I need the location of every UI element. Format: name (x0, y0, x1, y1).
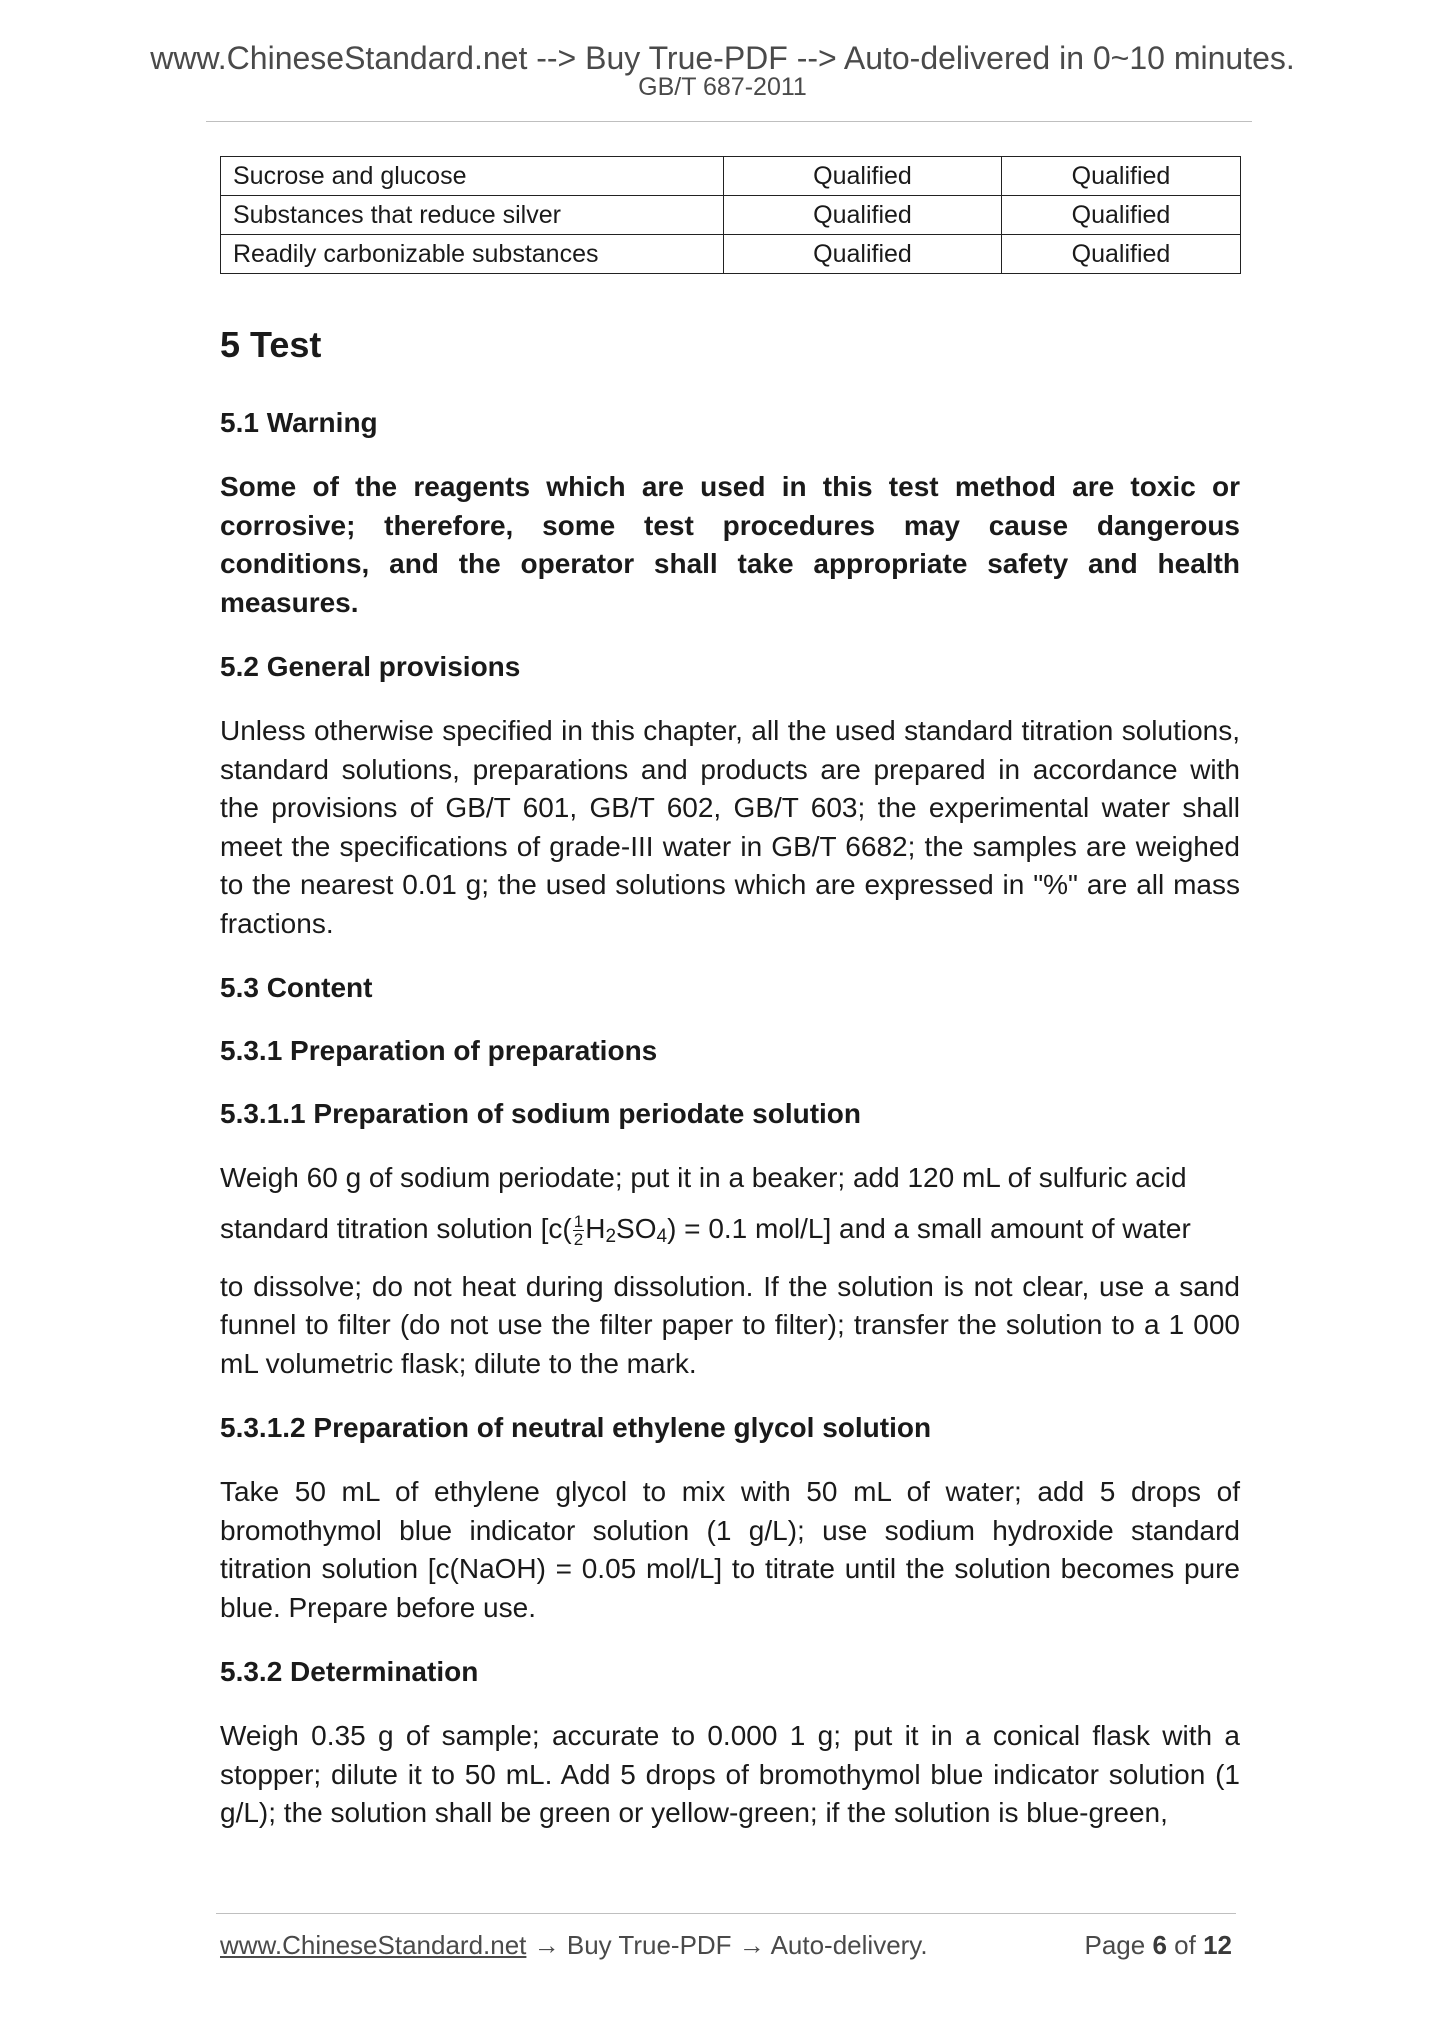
page-footer (220, 1927, 1232, 1963)
table-row (221, 157, 1241, 196)
footer-link[interactable]: www.ChineseStandard.net (220, 1930, 527, 1960)
table-cell-item: Substances that reduce silver (221, 196, 724, 235)
table-cell-result: Qualified (1002, 157, 1241, 196)
header-divider (206, 121, 1252, 122)
formula-h-subscript: 2 (605, 1225, 617, 1247)
footer-tail: → Buy True-PDF → Auto-delivery. (526, 1930, 928, 1960)
section-title-content: 5.3 Content (220, 972, 373, 1003)
document-code: GB/T 687-2011 (638, 73, 807, 101)
page-content (220, 156, 1240, 1833)
formula-so: SO (616, 1212, 657, 1244)
general-provisions-text: Unless otherwise specified in this chapter, all the used standard titration solutions, standard solutions, preparations and products are prepared in accordance with the provisions of GB/T 601, GB/T 602, GB/T 603; the experimental water shall meet the specifications of grade-III water in GB/T 6682; the samples are weighed to the nearest 0.01 g; the used solutions which are expressed in "%" are all mass fractions. (220, 715, 1240, 939)
footer-promo (220, 1927, 928, 1963)
chapter-title: 5 Test (220, 324, 322, 365)
periodate-text-rest: to dissolve; do not heat during dissolution. If the solution is not clear, use a sand funnel to filter (do not use the filter paper to filter); transfer the solution to a 1 000 mL volumetric flask; dilute to the mark. (220, 1270, 1240, 1379)
fraction-denominator: 2 (573, 1229, 584, 1249)
formula-suffix: ) = 0.1 mol/L] and a small amount of water (667, 1212, 1191, 1244)
determination-text: Weigh 0.35 g of sample; accurate to 0.000 1 g; put it in a conical flask with a stopper; dilute it to 50 mL. Add 5 drops of bromothymol blue indicator solution (1 g/L); the solution shall be green or yellow-green; if the solution is blue-green, (220, 1720, 1240, 1828)
section-title-warning: 5.1 Warning (220, 407, 378, 438)
table-cell-item: Readily carbonizable substances (221, 235, 724, 274)
qualification-table (220, 156, 1241, 274)
subsection-title-determination: 5.3.2 Determination (220, 1656, 479, 1687)
footer-divider (216, 1913, 1236, 1914)
table-cell-result: Qualified (1002, 235, 1241, 274)
table-cell-result: Qualified (1002, 196, 1241, 235)
table-row (221, 235, 1241, 274)
page-label: Page (1084, 1930, 1146, 1960)
periodate-text-line1: Weigh 60 g of sodium periodate; put it in a beaker; add 120 mL of sulfuric acid (220, 1162, 1187, 1193)
fraction-one-half (573, 1213, 584, 1248)
header-banner: www.ChineseStandard.net --> Buy True-PDF --> Auto-delivered in 0~10 minutes. (150, 40, 1295, 76)
subsection-title-ethylene-glycol: 5.3.1.2 Preparation of neutral ethylene glycol solution (220, 1412, 932, 1443)
formula-prefix: standard titration solution [c( (220, 1212, 572, 1244)
total-pages: 12 (1203, 1930, 1232, 1960)
warning-text: Some of the reagents which are used in this test method are toxic or corrosive; therefore, some test procedures may cause dangerous conditions, and the operator shall take appropriate safety and health measures. (220, 471, 1240, 618)
periodate-formula-line (220, 1198, 1240, 1268)
table-cell-item: Sucrose and glucose (221, 157, 724, 196)
subsection-title-preparations: 5.3.1 Preparation of preparations (220, 1035, 658, 1066)
formula-h: H (585, 1212, 606, 1244)
page-number (1084, 1927, 1232, 1963)
ethylene-glycol-text: Take 50 mL of ethylene glycol to mix with 50 mL of water; add 5 drops of bromothymol blue indicator solution (1 g/L); use sodium hydroxide standard titration solution [c(NaOH) = 0.05 mol/L] to titrate until the solution becomes pure blue. Prepare before use. (220, 1476, 1240, 1623)
fraction-numerator: 1 (573, 1211, 584, 1231)
table-cell-result: Qualified (724, 157, 1002, 196)
section-title-general: 5.2 General provisions (220, 651, 521, 682)
formula-so-subscript: 4 (656, 1225, 668, 1247)
current-page: 6 (1152, 1930, 1167, 1960)
table-row (221, 196, 1241, 235)
of-label: of (1174, 1930, 1196, 1960)
subsection-title-periodate: 5.3.1.1 Preparation of sodium periodate solution (220, 1098, 862, 1129)
table-cell-result: Qualified (724, 196, 1002, 235)
table-cell-result: Qualified (724, 235, 1002, 274)
